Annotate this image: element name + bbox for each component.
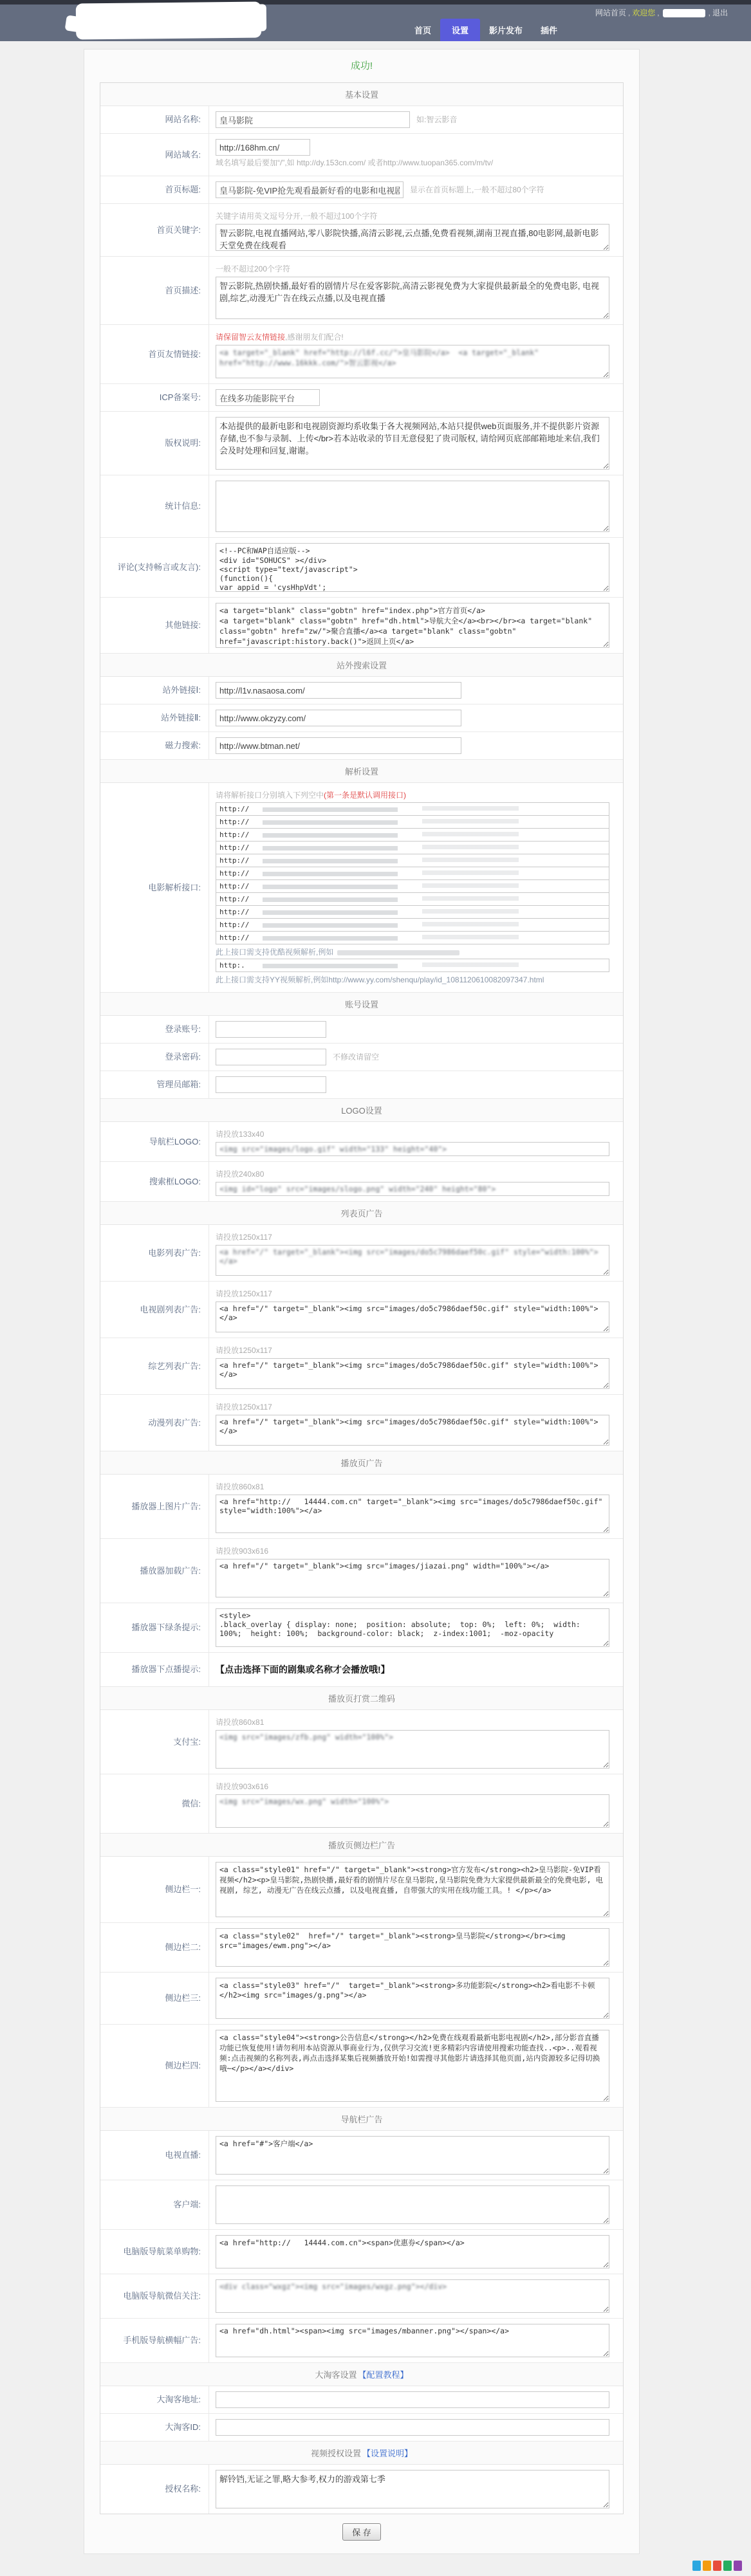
field-label: 站外链接Ⅰ: — [100, 677, 209, 704]
field-cell — [209, 1044, 623, 1071]
field-input[interactable] — [216, 1142, 609, 1156]
redacted-username — [663, 9, 705, 17]
form-row — [100, 1162, 623, 1202]
field-textarea[interactable] — [216, 2030, 609, 2102]
form-row — [100, 1225, 623, 1282]
field-label: 评论(支持畅言或友言): — [100, 538, 209, 597]
field-cell — [209, 1923, 623, 1972]
field-hint: 请投放903x616 — [216, 1547, 269, 1556]
redacted-text — [337, 950, 459, 955]
form-row — [100, 1122, 623, 1162]
field-cell — [209, 598, 623, 653]
watermark-glyph — [703, 2561, 711, 2571]
field-label: 支付宝: — [100, 1710, 209, 1774]
parse-api-input[interactable] — [216, 841, 609, 854]
field-label: 播放器下绿条提示: — [100, 1603, 209, 1652]
field-cell — [209, 1395, 623, 1451]
settings-panel — [84, 49, 640, 2554]
section-header — [100, 760, 623, 783]
field-textarea[interactable] — [216, 1730, 609, 1769]
field-label: 站外链接Ⅱ: — [100, 704, 209, 731]
field-label: 动漫列表广告: — [100, 1395, 209, 1451]
field-input[interactable] — [216, 1049, 326, 1065]
form-row — [100, 732, 623, 760]
field-hint — [216, 789, 617, 800]
field-cell — [209, 475, 623, 537]
form-row — [100, 704, 623, 732]
form-row — [100, 2131, 623, 2180]
hint-part: 请将解析接口分别填入下列空中 — [216, 791, 324, 800]
field-cell — [209, 1539, 623, 1603]
separator: , — [657, 8, 660, 17]
field-label: 播放器下点播提示: — [100, 1653, 209, 1686]
nav-tab-publish[interactable]: 影片发布 — [489, 26, 523, 35]
save-row — [84, 2514, 639, 2543]
play-tip-text: 【点击选择下面的剧集或名称才会播放哦!】 — [216, 1664, 390, 1675]
parse-api-input[interactable] — [216, 815, 609, 829]
field-cell — [209, 1653, 623, 1686]
field-cell — [209, 1071, 623, 1098]
field-cell — [209, 704, 623, 731]
field-hint: 请投放240x80 — [216, 1170, 264, 1179]
field-cell — [209, 2230, 623, 2274]
form-row — [100, 1016, 623, 1044]
section-header — [100, 2108, 623, 2131]
field-label: 侧边栏三: — [100, 1973, 209, 2024]
hint-part: ,感谢朋友们配合! — [285, 333, 344, 342]
topbar-home-link[interactable]: 网站首页 — [595, 8, 626, 17]
field-label: 大淘客地址: — [100, 2386, 209, 2413]
watermark-glyph — [713, 2561, 721, 2571]
parse-note: 此上接口需支持YY视频解析,例如http://www.yy.com/shenqu/play/id_1081120610082097347.html — [216, 975, 544, 984]
hint-part: (第一条是默认调用接口) — [324, 791, 407, 800]
field-hint: 如:智云影音 — [416, 115, 458, 124]
field-hint: 域名填写最后要加“/”,如 http://dy.153cn.com/ 或者http://www.tuopan365.com/m/tv/ — [216, 158, 494, 167]
section-header — [100, 654, 623, 677]
field-cell — [209, 2274, 623, 2318]
field-hint: 请投放1250x117 — [216, 1346, 272, 1355]
form-row — [100, 1973, 623, 2025]
field-hint: 关键字请用英文逗号分开,一般不超过100个字符 — [216, 212, 378, 221]
section-title: 大淘客设置 — [315, 2370, 357, 2380]
field-cell — [209, 134, 623, 176]
field-textarea[interactable] — [216, 1245, 609, 1276]
section-title: 播放页侧边栏广告 — [328, 1841, 395, 1850]
field-cell — [209, 2180, 623, 2229]
watermark-glyph — [723, 2561, 732, 2571]
field-label: 电脑版导航微信关注: — [100, 2274, 209, 2318]
field-hint: 请投放1250x117 — [216, 1403, 272, 1412]
section-title: 解析设置 — [344, 767, 378, 777]
field-input[interactable] — [216, 1021, 326, 1038]
section-header — [100, 1834, 623, 1857]
field-label: 侧边栏四: — [100, 2025, 209, 2107]
field-input[interactable] — [216, 710, 461, 726]
field-input[interactable] — [216, 389, 320, 406]
form-row — [100, 1395, 623, 1451]
field-input[interactable] — [216, 1182, 609, 1196]
field-label: 导航栏LOGO: — [100, 1122, 209, 1161]
header-bar — [0, 5, 751, 41]
section-header — [100, 1202, 623, 1225]
welcome-text: 欢迎您 — [632, 8, 656, 17]
section-title: 播放页打赏二维码 — [328, 1694, 395, 1704]
field-cell — [209, 1857, 623, 1922]
field-textarea[interactable] — [216, 2136, 609, 2175]
field-textarea[interactable] — [216, 345, 609, 378]
parse-api-input[interactable] — [216, 802, 609, 816]
field-hint: 不修改请留空 — [333, 1052, 380, 1062]
field-cell — [209, 1016, 623, 1043]
field-input[interactable] — [216, 139, 310, 156]
section-title: 站外搜索设置 — [336, 661, 387, 670]
separator: , — [627, 8, 631, 17]
field-label: 电影解析接口: — [100, 783, 209, 992]
field-textarea[interactable] — [216, 1978, 609, 2019]
field-cell — [209, 257, 623, 324]
form-row — [100, 1071, 623, 1099]
field-textarea[interactable] — [216, 2185, 609, 2224]
field-label: 综艺列表广告: — [100, 1338, 209, 1394]
field-label: 网站名称: — [100, 106, 209, 133]
field-label: 首页描述: — [100, 257, 209, 324]
field-cell — [209, 176, 623, 203]
logout-link[interactable]: 退出 — [712, 8, 728, 17]
field-textarea[interactable] — [216, 1495, 609, 1533]
field-textarea[interactable] — [216, 1302, 609, 1332]
field-textarea[interactable] — [216, 1608, 609, 1647]
field-textarea[interactable] — [216, 1862, 609, 1917]
field-cell — [209, 783, 623, 992]
form-row — [100, 176, 623, 204]
field-textarea[interactable] — [216, 543, 609, 592]
parse-api-input[interactable] — [216, 931, 609, 944]
field-input[interactable] — [216, 111, 410, 128]
form-row — [100, 1044, 623, 1071]
form-row — [100, 1338, 623, 1395]
field-label: ICP备案号: — [100, 384, 209, 411]
form-row — [100, 2180, 623, 2230]
field-cell — [209, 1162, 623, 1201]
field-label: 手机版导航横幅广告: — [100, 2319, 209, 2362]
form-row — [100, 475, 623, 538]
field-cell — [209, 204, 623, 256]
form-row — [100, 2025, 623, 2108]
section-help-link[interactable]: 【配置教程】 — [358, 2370, 409, 2380]
hint-part: 请保留智云友情链接 — [216, 333, 286, 342]
field-textarea[interactable] — [216, 1928, 609, 1967]
parse-api-input[interactable] — [216, 905, 609, 919]
separator: , — [708, 8, 710, 17]
watermark-glyph — [734, 2561, 742, 2571]
nav-tab-settings[interactable]: 设置 — [440, 19, 480, 41]
form-row — [100, 2319, 623, 2363]
field-label: 播放器加载广告: — [100, 1539, 209, 1603]
form-row — [100, 1774, 623, 1834]
field-label: 侧边栏一: — [100, 1857, 209, 1922]
field-label: 首页标题: — [100, 176, 209, 203]
parse-api-input[interactable] — [216, 854, 609, 867]
field-cell — [209, 1475, 623, 1538]
field-cell — [209, 412, 623, 475]
form-row — [100, 1710, 623, 1774]
form-row — [100, 1923, 623, 1973]
field-label: 播放器上图片广告: — [100, 1475, 209, 1538]
field-hint: 一般不超过200个字符 — [216, 264, 291, 273]
field-input[interactable] — [216, 2391, 609, 2408]
form-row — [100, 2414, 623, 2442]
form-row — [100, 134, 623, 176]
form-row — [100, 2386, 623, 2414]
field-label: 其他链接: — [100, 598, 209, 653]
field-hint: 请投放860x81 — [216, 1718, 264, 1727]
field-cell — [209, 2131, 623, 2180]
section-title: 基本设置 — [344, 90, 378, 100]
section-header — [100, 1099, 623, 1122]
parse-note: 此上接口需支持优酷视频解析,例如 — [216, 944, 617, 959]
field-label: 客户端: — [100, 2180, 209, 2229]
field-hint: 请投放860x81 — [216, 1482, 264, 1491]
parse-api-input[interactable] — [216, 892, 609, 906]
field-cell — [209, 732, 623, 759]
parse-api-input[interactable] — [216, 828, 609, 842]
field-cell — [209, 2414, 623, 2441]
field-label: 首页关键字: — [100, 204, 209, 256]
nav-tab-plugins[interactable]: 插件 — [541, 26, 558, 35]
form-row — [100, 384, 623, 412]
field-cell — [209, 325, 623, 383]
form-row — [100, 783, 623, 993]
field-label: 登录账号: — [100, 1016, 209, 1043]
form-row — [100, 598, 623, 654]
section-title: 导航栏广告 — [340, 2115, 383, 2124]
field-textarea[interactable] — [216, 603, 609, 648]
section-header — [100, 2442, 623, 2465]
section-title: 视频授权设置 — [310, 2449, 361, 2458]
save-button[interactable]: 保 存 — [342, 2523, 381, 2541]
field-label: 网站域名: — [100, 134, 209, 176]
form-row — [100, 1603, 623, 1653]
field-label: 电影列表广告: — [100, 1225, 209, 1281]
field-label: 搜索框LOGO: — [100, 1162, 209, 1201]
form-row — [100, 1475, 623, 1539]
section-title: 播放页广告 — [340, 1458, 383, 1468]
form-row — [100, 106, 623, 134]
field-textarea[interactable] — [216, 224, 609, 251]
watermark-logo — [0, 2561, 742, 2571]
field-textarea[interactable] — [216, 2470, 609, 2508]
form-row — [100, 1653, 623, 1687]
field-hint: 请投放1250x117 — [216, 1289, 272, 1298]
field-hint: 请投放133x40 — [216, 1130, 264, 1139]
field-label: 侧边栏二: — [100, 1923, 209, 1972]
field-hint: 显示在首页标题上,一般不超过80个字符 — [410, 185, 544, 194]
form-row — [100, 257, 623, 325]
form-row — [100, 677, 623, 704]
field-cell — [209, 2465, 623, 2514]
field-cell — [209, 677, 623, 704]
parse-api-input[interactable] — [216, 959, 609, 972]
success-message: 成功! — [350, 60, 373, 71]
field-label: 管理员邮箱: — [100, 1071, 209, 1098]
field-label: 大淘客ID: — [100, 2414, 209, 2441]
field-cell — [209, 2386, 623, 2413]
section-header — [100, 83, 623, 106]
field-cell — [209, 538, 623, 597]
watermark-glyph — [692, 2561, 701, 2571]
section-help-link[interactable]: 【设置说明】 — [362, 2449, 413, 2458]
topbar — [595, 7, 728, 18]
section-title: 列表页广告 — [340, 1209, 383, 1219]
section-title: LOGO设置 — [341, 1106, 382, 1116]
form-row — [100, 2230, 623, 2274]
section-title: 账号设置 — [344, 1000, 378, 1009]
field-label: 电视直播: — [100, 2131, 209, 2180]
form-row — [100, 412, 623, 475]
field-textarea[interactable] — [216, 277, 609, 319]
field-label: 电脑版导航菜单购物: — [100, 2230, 209, 2274]
form-row — [100, 2274, 623, 2319]
parse-api-input[interactable] — [216, 867, 609, 880]
field-textarea[interactable] — [216, 417, 609, 470]
field-label: 首页友情链接: — [100, 325, 209, 383]
field-cell — [209, 1774, 623, 1833]
field-label: 授权名称: — [100, 2465, 209, 2514]
field-cell — [209, 1122, 623, 1161]
field-cell — [209, 1225, 623, 1281]
field-cell — [209, 106, 623, 133]
redacted-site-logo — [76, 1, 262, 39]
main-nav — [405, 19, 566, 41]
field-label: 电视剧列表广告: — [100, 1282, 209, 1338]
field-cell — [209, 1338, 623, 1394]
field-textarea[interactable] — [216, 481, 609, 532]
field-hint — [216, 331, 617, 342]
form-row — [100, 538, 623, 598]
field-hint: 请投放1250x117 — [216, 1233, 272, 1242]
form-row — [100, 1539, 623, 1603]
field-cell — [209, 2025, 623, 2107]
field-cell — [209, 1282, 623, 1338]
field-label: 版权说明: — [100, 412, 209, 475]
field-input[interactable] — [216, 737, 461, 754]
section-header — [100, 993, 623, 1016]
field-label: 登录密码: — [100, 1044, 209, 1071]
field-label: 微信: — [100, 1774, 209, 1833]
field-input[interactable] — [216, 2419, 609, 2436]
field-label: 磁力搜索: — [100, 732, 209, 759]
field-cell — [209, 1710, 623, 1774]
form-row — [100, 204, 623, 257]
field-input[interactable] — [216, 1076, 326, 1093]
settings-form — [100, 82, 624, 2514]
field-textarea[interactable] — [216, 1358, 609, 1389]
parse-api-input[interactable] — [216, 918, 609, 932]
field-textarea[interactable] — [216, 2279, 609, 2313]
section-header — [100, 2363, 623, 2386]
section-header — [100, 1451, 623, 1475]
field-textarea[interactable] — [216, 2324, 609, 2357]
field-textarea[interactable] — [216, 2235, 609, 2268]
field-label: 统计信息: — [100, 475, 209, 537]
form-row — [100, 1282, 623, 1338]
section-header — [100, 1687, 623, 1710]
field-textarea[interactable] — [216, 1559, 609, 1597]
form-row — [100, 1857, 623, 1923]
nav-tab-home[interactable]: 首页 — [414, 26, 432, 35]
form-row — [100, 2465, 623, 2514]
parse-api-input[interactable] — [216, 879, 609, 893]
field-cell — [209, 1973, 623, 2024]
field-textarea[interactable] — [216, 1415, 609, 1446]
form-row — [100, 325, 623, 384]
field-hint: 请投放903x616 — [216, 1782, 269, 1791]
field-input[interactable] — [216, 682, 461, 699]
field-textarea[interactable] — [216, 1794, 609, 1828]
field-cell — [209, 384, 623, 411]
field-cell — [209, 2319, 623, 2362]
field-cell — [209, 1603, 623, 1652]
field-input[interactable] — [216, 181, 403, 198]
